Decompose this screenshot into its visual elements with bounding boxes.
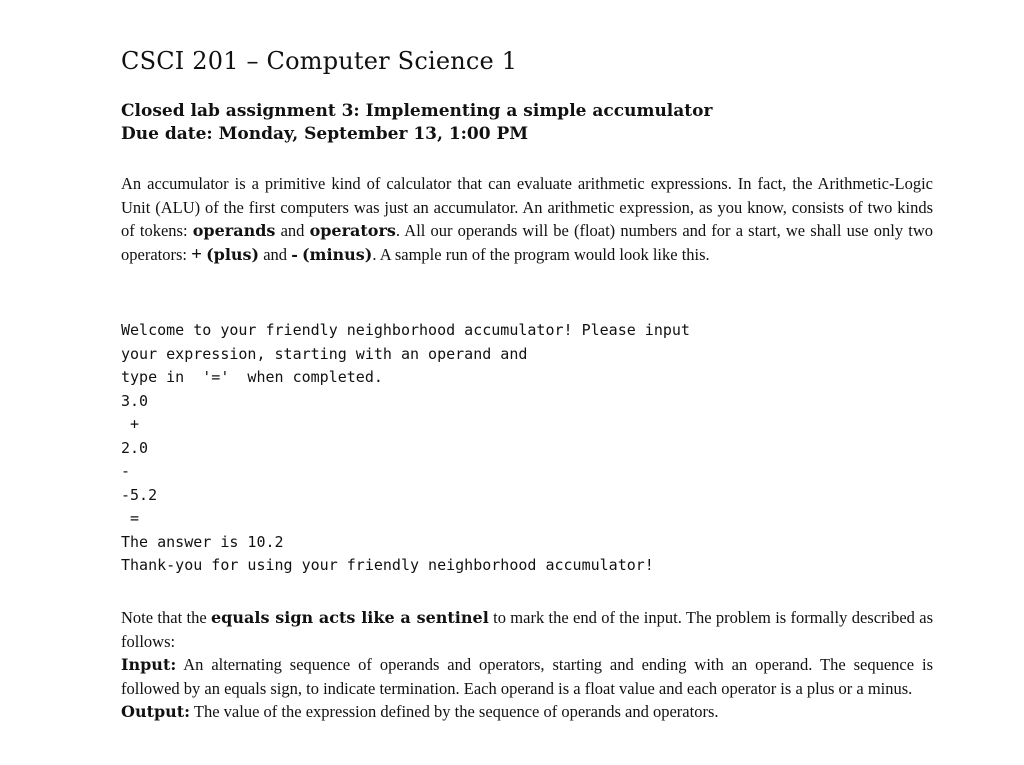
due-date: Due date: Monday, September 13, 1:00 PM <box>121 124 529 144</box>
intro-paragraph <box>121 172 933 266</box>
sample-run-line: your expression, starting with an operand and <box>121 344 528 363</box>
intro-text: . All our operands will be (float) numbers and for a start, we shall use only two operators: <box>121 221 933 264</box>
minus-symbol: - <box>291 244 298 264</box>
note-text: to mark the end of the input. The problem is formally described as follows: <box>121 608 934 651</box>
sentinel-note <box>121 606 933 653</box>
input-label: Input: <box>121 655 177 674</box>
sample-run-line: Thank-you for using your friendly neighborhood accumulator! <box>121 556 654 574</box>
sample-run-line: type in '=' when completed. <box>121 368 383 386</box>
intro-text: and <box>259 244 292 264</box>
sample-run-line: 2.0 <box>121 438 149 457</box>
sample-run <box>121 319 690 578</box>
minus-term: (minus) <box>301 244 373 264</box>
assignment-header <box>121 100 712 146</box>
assignment-title: Closed lab assignment 3: Implementing a simple accumulator <box>121 101 713 121</box>
operands-term: operands <box>192 221 276 240</box>
operators-term: operators <box>309 221 396 240</box>
input-spec <box>121 653 933 700</box>
output-label: Output: <box>121 702 191 721</box>
sample-run-line: - <box>121 462 131 480</box>
problem-description <box>121 606 933 724</box>
input-text: An alternating sequence of operands and operators, starting and ending with an operand. The sequence is followed by an equals sign, to indicate termination. Each operand is a float value and each operator is a plus or a minus. <box>121 655 933 698</box>
intro-text: . A sample run of the program would look like this. <box>372 244 710 264</box>
intro-text: and <box>275 221 310 240</box>
plus-symbol: + <box>191 243 202 265</box>
output-text: The value of the expression defined by the sequence of operands and operators. <box>190 702 719 721</box>
note-text: Note that the <box>121 608 211 627</box>
sample-run-line: = <box>121 509 140 527</box>
intro-text: An accumulator is a primitive kind of calculator that can evaluate arithmetic expressions. In fact, the Arithmetic-Logic Unit (ALU) of the first computers was just an accumulator. An arithmetic expression, as you know, consists of two kinds of tokens: <box>121 174 933 240</box>
sample-run-line: + <box>121 415 140 433</box>
sample-run-line: -5.2 <box>121 485 158 504</box>
output-spec <box>121 700 933 724</box>
sample-run-line: 3.0 <box>121 391 149 410</box>
sentinel-term: equals sign acts like a sentinel <box>211 608 489 627</box>
sample-run-line: Welcome to your friendly neighborhood accumulator! Please input <box>121 321 690 339</box>
plus-term: (plus) <box>206 244 260 264</box>
course-title: CSCI 201 – Computer Science 1 <box>121 47 518 75</box>
sample-run-line: The answer is 10.2 <box>121 532 284 551</box>
